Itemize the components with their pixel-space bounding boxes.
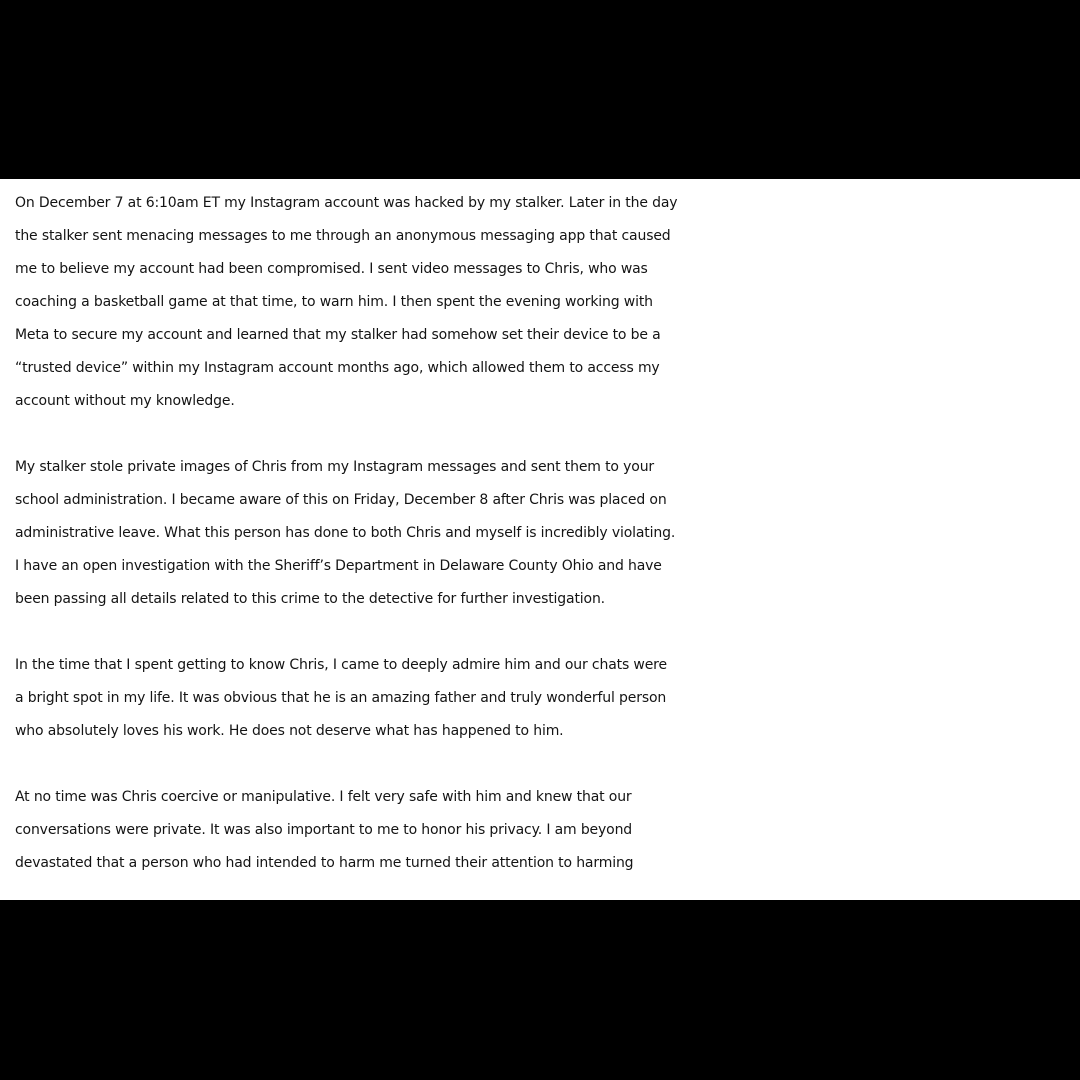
top-black-bar	[0, 0, 1080, 179]
paragraph-not-coercive	[15, 781, 1075, 880]
paragraph-admiration	[15, 649, 1075, 748]
text-line: administrative leave. What this person has done to both Chris and myself is incredibly violating.	[15, 525, 676, 541]
paragraph-stolen-images	[15, 451, 1075, 616]
bottom-black-bar	[0, 900, 1080, 1080]
document-page	[0, 179, 1080, 900]
text-line: a bright spot in my life. It was obvious that he is an amazing father and truly wonderful person	[15, 690, 667, 706]
text-line: Meta to secure my account and learned that my stalker had somehow set their device to be a	[15, 327, 661, 343]
text-line: “trusted device” within my Instagram account months ago, which allowed them to access my	[15, 360, 660, 376]
text-line: coaching a basketball game at that time, to warn him. I then spent the evening working with	[15, 294, 653, 310]
text-line: me to believe my account had been compromised. I sent video messages to Chris, who was	[15, 261, 648, 277]
text-line: On December 7 at 6:10am ET my Instagram account was hacked by my stalker. Later in the day	[15, 195, 678, 211]
text-line: devastated that a person who had intended to harm me turned their attention to harming	[15, 855, 634, 871]
text-line: account without my knowledge.	[15, 393, 235, 409]
paragraph-hack-account	[15, 187, 1075, 418]
text-line: school administration. I became aware of this on Friday, December 8 after Chris was placed on	[15, 492, 667, 508]
text-line: conversations were private. It was also important to me to honor his privacy. I am beyond	[15, 822, 633, 838]
text-line: who absolutely loves his work. He does not deserve what has happened to him.	[15, 723, 564, 739]
text-line: My stalker stole private images of Chris from my Instagram messages and sent them to your	[15, 459, 655, 475]
text-line: At no time was Chris coercive or manipulative. I felt very safe with him and knew that our	[15, 789, 632, 805]
text-line: In the time that I spent getting to know Chris, I came to deeply admire him and our chats were	[15, 657, 667, 673]
text-line: the stalker sent menacing messages to me through an anonymous messaging app that caused	[15, 228, 671, 244]
text-line: I have an open investigation with the Sheriff’s Department in Delaware County Ohio and have	[15, 558, 662, 574]
text-line: been passing all details related to this crime to the detective for further investigation.	[15, 591, 605, 607]
